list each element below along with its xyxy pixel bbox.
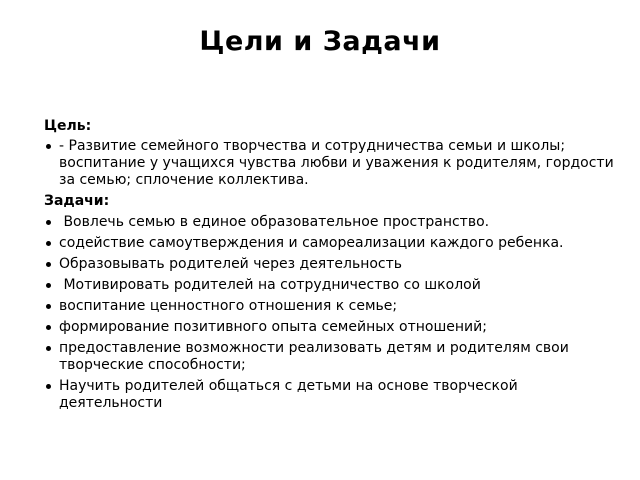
task-item: Образовывать родителей через деятельность <box>44 256 614 273</box>
task-item: воспитание ценностного отношения к семье; <box>44 298 614 315</box>
tasks-heading: Задачи: <box>44 193 110 209</box>
task-item: содействие самоутверждения и самореализации каждого ребенка. <box>44 235 614 252</box>
tasks-list <box>44 214 614 412</box>
task-item: Мотивировать родителей на сотрудничество со школой <box>44 277 614 294</box>
task-item: формирование позитивного опыта семейных отношений; <box>44 319 614 336</box>
slide-content <box>44 118 614 416</box>
goal-list <box>44 138 614 189</box>
task-item: предоставление возможности реализовать детям и родителям свои творческие способности; <box>44 340 614 374</box>
task-item: Научить родителей общаться с детьми на основе творческой деятельности <box>44 378 614 412</box>
slide-title: Цели и Задачи <box>199 26 441 57</box>
goal-heading: Цель: <box>44 118 92 134</box>
goal-item: - Развитие семейного творчества и сотрудничества семьи и школы; воспитание у учащихся чувства любви и уважения к родителям, гордости за семью; сплочение коллектива. <box>44 138 614 189</box>
task-item: Вовлечь семью в единое образовательное пространство. <box>44 214 614 231</box>
